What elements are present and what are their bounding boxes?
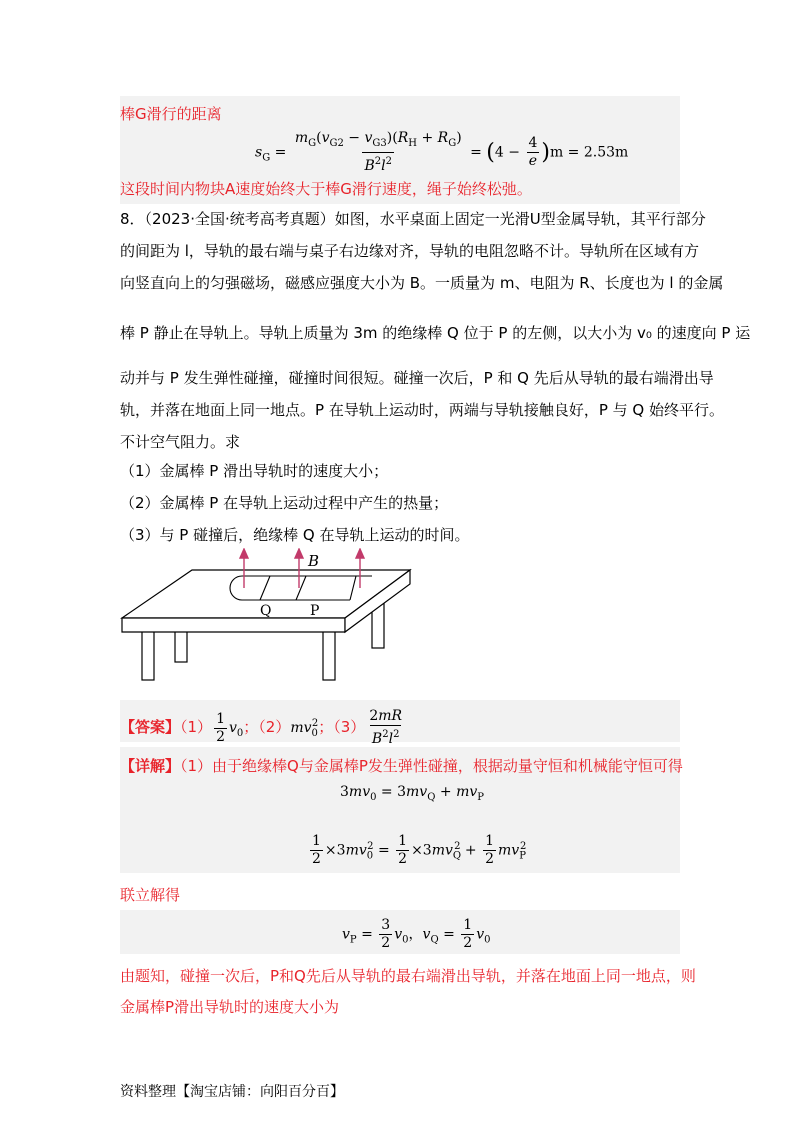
detail-text: （1）由于绝缘棒Q与金属棒P发生弹性碰撞，根据动量守恒和机械能守恒可得 (180, 757, 683, 775)
detail-p2-line1: 由题知，碰撞一次后，P和Q先后从导轨的最右端滑出导轨，并落在地面上同一地点，则 (120, 967, 696, 985)
answer-2-formula: $mv_0^2$ (290, 718, 319, 739)
answer-tag: 【答案】 (120, 718, 181, 736)
equation-result: $v_P$ = $\frac{3}{2}$ $v_0$，$v_Q$ = $\frac{1}{2}$ $v_0$ (342, 917, 491, 951)
solve-line: 联立解得 (120, 886, 181, 904)
problem-text: 如图，水平桌面上固定一光滑U型金属导轨，其平行部分 (334, 210, 706, 228)
problem-line-2: 的间距为 l，导轨的最右端与桌子右边缘对齐，导轨的电阻忽略不计。导轨所在区域有方 (120, 242, 699, 260)
problem-line-3: 向竖直向上的匀强磁场，磁感应强度大小为 B。一质量为 m、电阻为 R、长度也为 l 的金属 (120, 274, 724, 292)
question-1: （1）金属棒 P 滑出导轨时的速度大小； (120, 462, 389, 480)
answer-part-3: ；（3） (318, 718, 366, 736)
problem-line-4: 棒 P 静止在导轨上。导轨上质量为 3m 的绝缘棒 Q 位于 P 的左侧，以大小为 v₀ 的速度向 P 运 (120, 324, 751, 342)
equation-sg: $s_G$ = $\frac{m_G(v_{G2} - v_{G3})(R_H + R_G)}{B^2l^2}$ = (4 − $\frac{4}{e}$ )m = 2.53m (255, 130, 629, 174)
problem-number: 8． (120, 210, 145, 228)
heading-distance: 棒G滑行的距离 (120, 105, 222, 123)
answer-part-1: （1） (180, 718, 213, 736)
problem-line-7: 不计空气阻力。求 (120, 433, 241, 451)
question-2: （2）金属棒 P 在导轨上运动过程中产生的热量； (120, 494, 449, 512)
footer-credit: 资料整理【淘宝店铺：向阳百分百】 (120, 1084, 344, 1100)
answer-part-2: ；（2） (243, 718, 291, 736)
detail-line (120, 755, 683, 776)
answer-3-formula: $\frac{2mR}{B^2l^2}$ (369, 708, 403, 747)
conclusion-line: 这段时间内物块A速度始终大于棒G滑行速度，绳子始终松弛。 (120, 180, 532, 198)
problem-line-5: 动并与 P 发生弹性碰撞，碰撞时间很短。碰撞一次后，P 和 Q 先后从导轨的最右端滑出导 (120, 369, 714, 387)
label-b: B (308, 552, 320, 570)
detail-p2-line2: 金属棒P滑出导轨时的速度大小为 (120, 998, 340, 1016)
label-q: Q (260, 603, 272, 619)
problem-source: （2023·全国·统考高考真题） (144, 210, 335, 228)
answer-line (120, 708, 406, 748)
equation-energy: $\frac{1}{2}$ $\times 3mv_0^2$ = $\frac{1}{2}$ $\times 3mv_Q^2$ + $\frac{1}{2}$ $mv_P^2$ (312, 833, 527, 867)
table-rail-figure (110, 548, 430, 688)
question-3: （3）与 P 碰撞后，绝缘棒 Q 在导轨上运动的时间。 (120, 526, 470, 544)
detail-tag: 【详解】 (120, 757, 181, 775)
label-p: P (310, 603, 320, 619)
problem-line-6: 轨，并落在地面上同一地点。P 在导轨上运动时，两端与导轨接触良好，P 与 Q 始终平行。 (120, 401, 724, 419)
problem-line-1 (120, 208, 706, 229)
answer-1-formula: $\frac{1}{2}$ $v_0$ (216, 710, 244, 745)
equation-momentum: $3mv_0 = 3mv_Q + mv_P$ (340, 784, 484, 803)
